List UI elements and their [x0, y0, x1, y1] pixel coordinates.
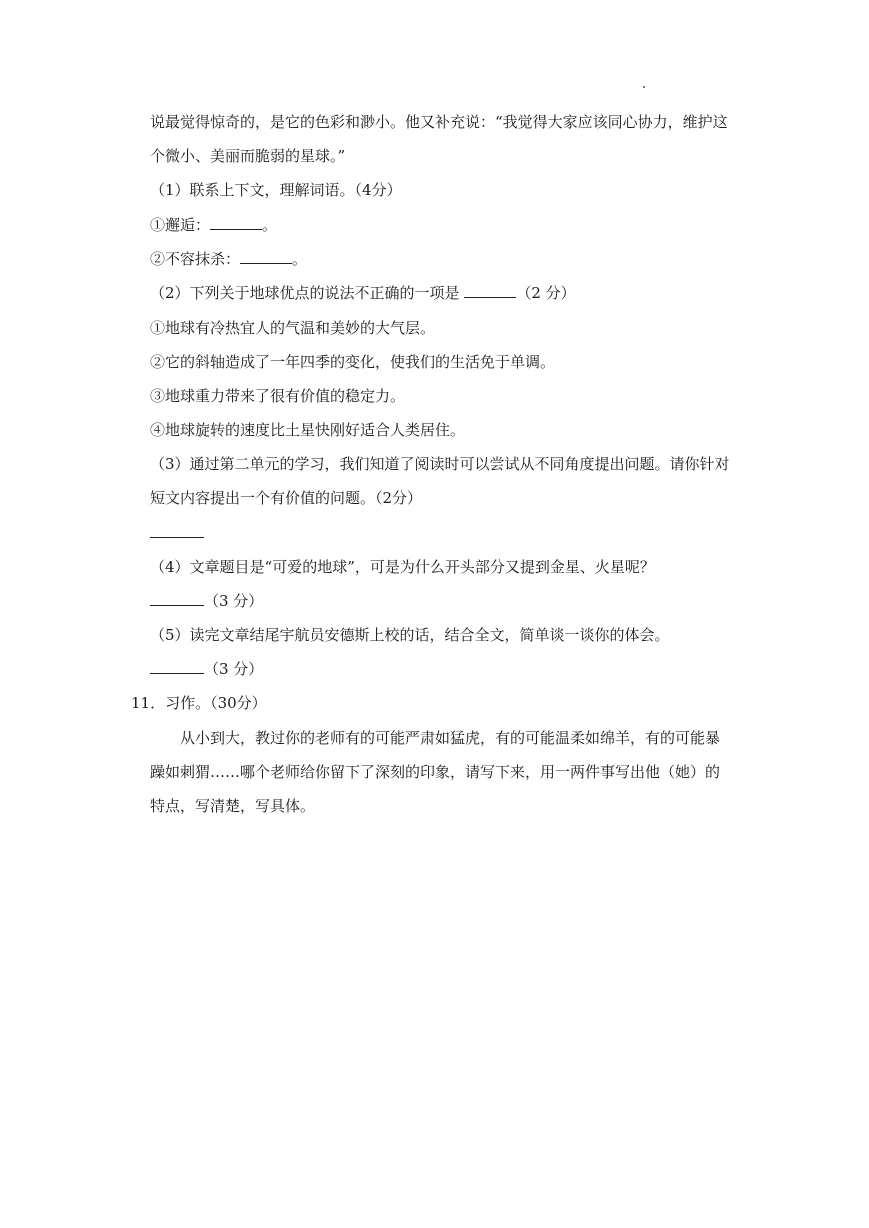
- question-3-prompt-line-1: （3）通过第二单元的学习，我们知道了阅读时可以尝试从不同角度提出问题。请你针对: [150, 455, 730, 473]
- question-1-item-1: [150, 215, 277, 235]
- page-dot-mark: [643, 86, 645, 88]
- end-mark: 。: [262, 216, 278, 234]
- passage-line-2: 个微小、美丽而脆弱的星球。”: [150, 147, 346, 165]
- question-2-text: （2）下列关于地球优点的说法不正确的一项是: [150, 284, 460, 302]
- question-4-answer-line: [150, 591, 263, 611]
- question-11-body-line-2: 躁如刺猬……哪个老师给你留下了深刻的印象，请写下来，用一两件事写出他（她）的: [150, 763, 721, 781]
- answer-blank[interactable]: [464, 283, 516, 298]
- answer-blank[interactable]: [150, 523, 204, 538]
- answer-blank[interactable]: [150, 591, 204, 606]
- question-1-prompt: （1）联系上下文，理解词语。（4分）: [150, 181, 402, 199]
- question-5-answer-line: [150, 659, 263, 679]
- end-mark: 。: [292, 250, 308, 268]
- question-3-answer-line: [150, 523, 204, 543]
- passage-line-1: 说最觉得惊奇的，是它的色彩和渺小。他又补充说：“我觉得大家应该同心协力，维护这: [150, 113, 728, 131]
- question-11-body-line-1: 从小到大，教过你的老师有的可能严肃如猛虎，有的可能温柔如绵羊，有的可能暴: [180, 729, 721, 747]
- option-1: ①地球有冷热宜人的气温和美妙的大气层。: [150, 319, 436, 337]
- question-2-score: （2 分）: [516, 284, 576, 302]
- question-11-heading: 11．习作。（30分）: [131, 694, 267, 712]
- option-3: ③地球重力带来了很有价值的稳定力。: [150, 387, 406, 405]
- option-4: ④地球旋转的速度比土星快刚好适合人类居住。: [150, 421, 466, 439]
- item-1-label: ①邂逅：: [150, 216, 211, 234]
- question-4-prompt: （4）文章题目是“可爱的地球”，可是为什么开头部分又提到金星、火星呢？: [150, 558, 655, 576]
- question-3-prompt-line-2: 短文内容提出一个有价值的问题。（2分）: [150, 489, 423, 507]
- question-5-prompt: （5）读完文章结尾宇航员安德斯上校的话，结合全文，简单谈一谈你的体会。: [150, 626, 670, 644]
- option-2: ②它的斜轴造成了一年四季的变化，使我们的生活免于单调。: [150, 353, 556, 371]
- answer-blank[interactable]: [240, 249, 292, 264]
- question-5-score: （3 分）: [204, 660, 264, 678]
- item-2-label: ②不容抹杀：: [150, 250, 241, 268]
- question-11-body-line-3: 特点，写清楚，写具体。: [150, 797, 316, 815]
- answer-blank[interactable]: [150, 659, 204, 674]
- question-2-prompt: [150, 283, 576, 303]
- answer-blank[interactable]: [210, 215, 262, 230]
- question-1-item-2: [150, 249, 307, 269]
- question-4-score: （3 分）: [204, 592, 264, 610]
